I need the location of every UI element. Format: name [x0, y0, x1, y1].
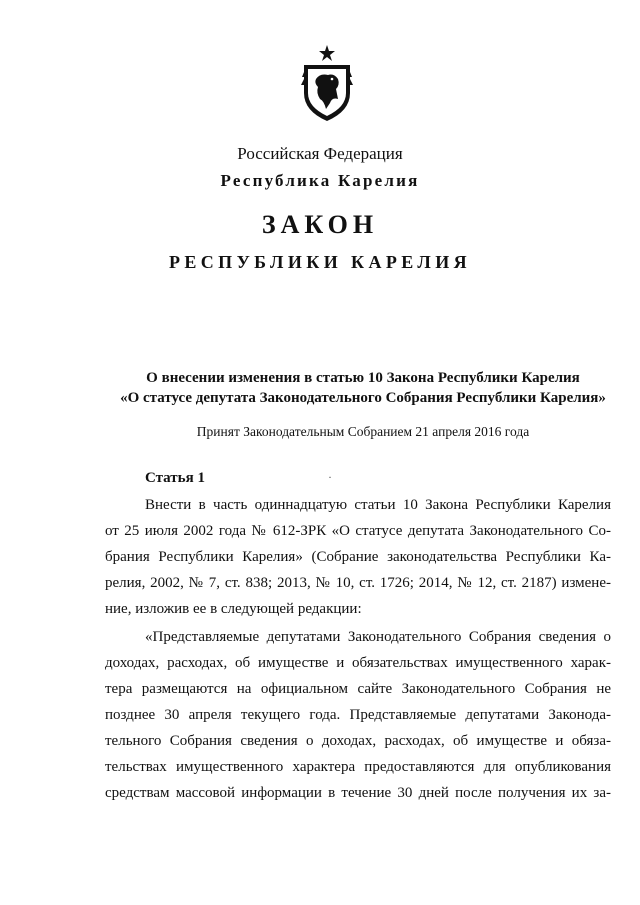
law-subtitle: РЕСПУБЛИКИ КАРЕЛИЯ: [168, 252, 472, 272]
body-line: от 25 июля 2002 года № 612-ЗРК «О статусе депутата Законодательного Со-: [105, 523, 611, 539]
body-line: Внести в часть одиннадцатую статьи 10 Закона Республики Карелия: [145, 497, 611, 513]
article-heading: Статья 1: [145, 470, 205, 486]
body-line: «Представляемые депутатами Законодательного Собрания сведения о: [145, 629, 611, 645]
stray-mark: ·: [328, 470, 332, 484]
body-line: доходах, расходах, об имуществе и обязательствах имущественного харак-: [105, 655, 611, 671]
body-line: релия, 2002, № 7, ст. 838; 2013, № 10, ст. 1726; 2014, № 12, ст. 2187) измене-: [105, 575, 611, 591]
bill-title-line-2: «О статусе депутата Законодательного Собрания Республики Карелия»: [120, 390, 606, 406]
bill-title-line-1: О внесении изменения в статью 10 Закона Республики Карелия: [146, 370, 580, 386]
body-line: ние, изложив ее в следующей редакции:: [105, 601, 362, 617]
country-name: Российская Федерация: [237, 144, 403, 163]
body-line: средствам массовой информации в течение 30 дней после получения их за-: [105, 785, 611, 801]
body-line: брания Республики Карелия» (Собрание законодательства Республики Ка-: [105, 549, 611, 565]
body-line: тельствах имущественного характера предоставляются для опубликования: [105, 759, 611, 775]
body-line: тельного Собрания сведения о доходах, расходах, об имуществе и обяза-: [105, 733, 611, 749]
karelia-coat-of-arms-icon: [298, 43, 356, 123]
body-line: позднее 30 апреля текущего года. Представляемые депутатами Законода-: [105, 707, 611, 723]
body-line: тера размещаются на официальном сайте Законодательного Собрания не: [105, 681, 611, 697]
republic-name: Республика Карелия: [220, 171, 420, 190]
law-title: ЗАКОН: [261, 210, 379, 239]
adoption-note: Принят Законодательным Собранием 21 апреля 2016 года: [196, 424, 530, 439]
